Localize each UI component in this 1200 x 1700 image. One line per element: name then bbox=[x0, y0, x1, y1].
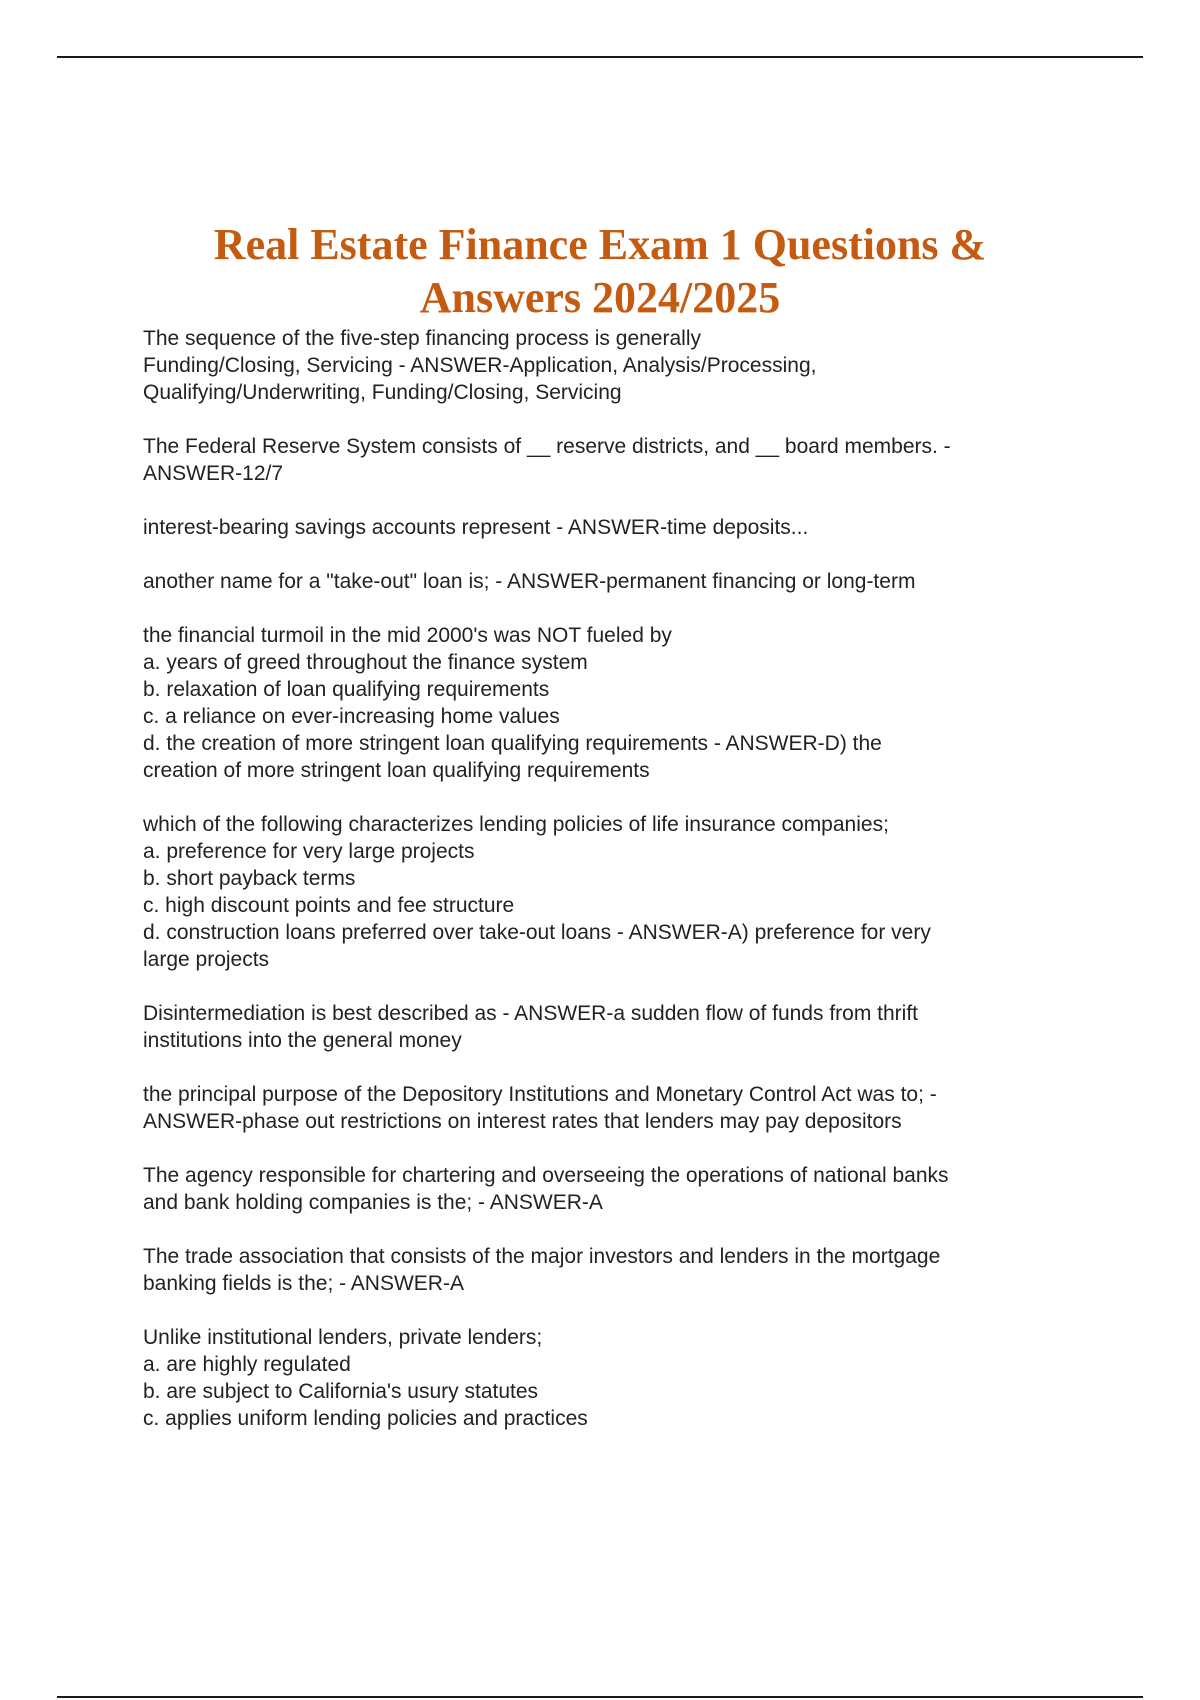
qa-line: creation of more stringent loan qualifying requirements bbox=[143, 759, 650, 782]
qa-item bbox=[143, 325, 1073, 406]
qa-line: The trade association that consists of the major investors and lenders in the mortgage bbox=[143, 1245, 941, 1268]
qa-item bbox=[143, 622, 1073, 784]
qa-line: a. preference for very large projects bbox=[143, 840, 475, 863]
qa-line: d. the creation of more stringent loan qualifying requirements - ANSWER-D) the bbox=[143, 732, 882, 755]
qa-line: another name for a "take-out" loan is; - ANSWER-permanent financing or long-term bbox=[143, 570, 916, 593]
qa-line: The Federal Reserve System consists of __ reserve districts, and __ board members. - bbox=[143, 435, 951, 458]
qa-item bbox=[143, 514, 1073, 541]
qa-line: Qualifying/Underwriting, Funding/Closing, Servicing bbox=[143, 381, 622, 404]
qa-item bbox=[143, 811, 1073, 973]
qa-line: c. applies uniform lending policies and practices bbox=[143, 1407, 588, 1430]
qa-list bbox=[143, 325, 1073, 1459]
qa-item bbox=[143, 1000, 1073, 1054]
qa-line: The sequence of the five-step financing process is generally bbox=[143, 327, 701, 350]
qa-item bbox=[143, 1324, 1073, 1432]
qa-line: a. are highly regulated bbox=[143, 1353, 351, 1376]
qa-line: c. a reliance on ever-increasing home values bbox=[143, 705, 560, 728]
qa-line: b. are subject to California's usury statutes bbox=[143, 1380, 539, 1403]
qa-line: b. relaxation of loan qualifying requirements bbox=[143, 678, 550, 701]
qa-item bbox=[143, 568, 1073, 595]
qa-line: d. construction loans preferred over take-out loans - ANSWER-A) preference for very bbox=[143, 921, 931, 944]
qa-line: large projects bbox=[143, 948, 270, 971]
qa-item bbox=[143, 1081, 1073, 1135]
page-title: Real Estate Finance Exam 1 Questions & Answers 2024/2025 bbox=[213, 220, 987, 322]
qa-line: Disintermediation is best described as - ANSWER-a sudden flow of funds from thrift bbox=[143, 1002, 918, 1025]
qa-line: the financial turmoil in the mid 2000's was NOT fueled by bbox=[143, 624, 672, 647]
qa-line: institutions into the general money bbox=[143, 1029, 462, 1052]
qa-item bbox=[143, 1162, 1073, 1216]
qa-line: The agency responsible for chartering and overseeing the operations of national banks bbox=[143, 1164, 949, 1187]
qa-line: which of the following characterizes lending policies of life insurance companies; bbox=[143, 813, 889, 836]
qa-line: a. years of greed throughout the finance system bbox=[143, 651, 588, 674]
qa-line: ANSWER-12/7 bbox=[143, 462, 284, 485]
qa-line: banking fields is the; - ANSWER-A bbox=[143, 1272, 464, 1295]
qa-line: Funding/Closing, Servicing - ANSWER-Application, Analysis/Processing, bbox=[143, 354, 817, 377]
qa-line: the principal purpose of the Depository Institutions and Monetary Control Act was to; - bbox=[143, 1083, 937, 1106]
qa-item bbox=[143, 433, 1073, 487]
qa-line: c. high discount points and fee structure bbox=[143, 894, 515, 917]
top-rule bbox=[57, 56, 1143, 58]
qa-line: ANSWER-phase out restrictions on interest rates that lenders may pay depositors bbox=[143, 1110, 902, 1133]
qa-line: Unlike institutional lenders, private lenders; bbox=[143, 1326, 543, 1349]
bottom-rule bbox=[57, 1696, 1143, 1698]
qa-item bbox=[143, 1243, 1073, 1297]
qa-line: and bank holding companies is the; - ANSWER-A bbox=[143, 1191, 603, 1214]
qa-line: interest-bearing savings accounts represent - ANSWER-time deposits... bbox=[143, 516, 809, 539]
qa-line: b. short payback terms bbox=[143, 867, 356, 890]
